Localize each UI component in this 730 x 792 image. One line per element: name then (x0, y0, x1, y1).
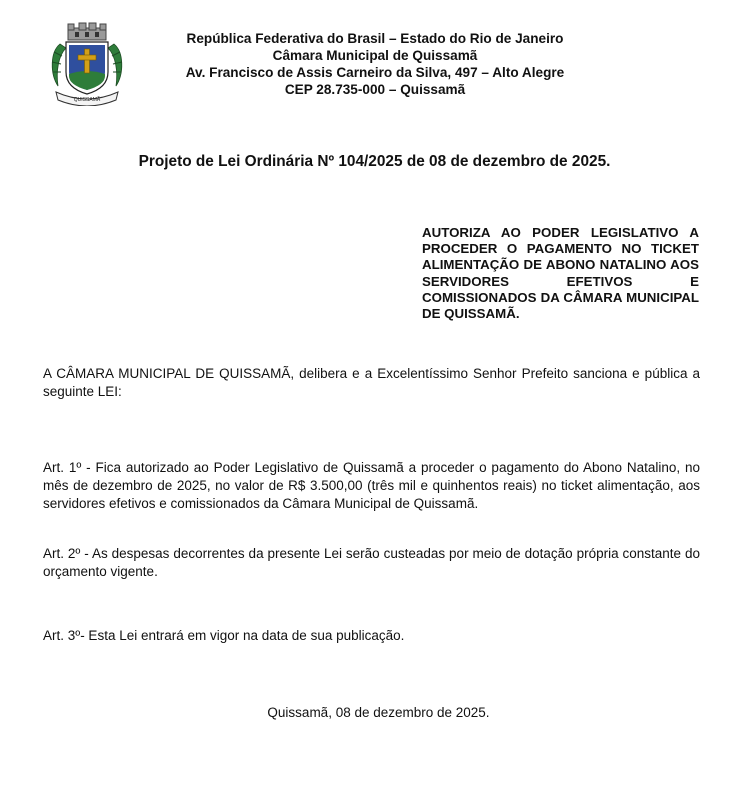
document-title: Projeto de Lei Ordinária Nº 104/2025 de 08 de dezembro de 2025. (138, 153, 611, 170)
letterhead-line-cep: CEP 28.735-000 – Quissamã (284, 82, 466, 97)
enacting-clause: A CÂMARA MUNICIPAL DE QUISSAMÃ, delibera e a Excelentíssimo Senhor Prefeito sanciona e pública a seguinte LEI: (43, 366, 700, 400)
article-3: Art. 3º- Esta Lei entrará em vigor na data de sua publicação. (43, 628, 405, 643)
letterhead-line-republic: República Federativa do Brasil – Estado do Rio de Janeiro (186, 31, 564, 46)
bill-summary: AUTORIZA AO PODER LEGISLATIVO A PROCEDER O PAGAMENTO NO TICKET ALIMENTAÇÃO DE ABONO NATALINO AOS SERVIDORES EFETIVOS E COMISSIONADOS DA CÂMARA MUNICIPAL DE QUISSAMÃ. (422, 225, 699, 322)
crest-icon (46, 22, 128, 106)
article-1: Art. 1º - Fica autorizado ao Poder Legislativo de Quissamã a proceder o pagamento do Abono Natalino, no mês de dezembro de 2025, no valor de R$ 3.500,00 (três mil e quinhentos reais) no ticket alimentação, aos servidores efetivos e comissionados da Câmara Municipal de Quissamã. (43, 460, 700, 512)
crest-ribbon-text: QUISSAMÃ (73, 97, 101, 103)
place-and-date: Quissamã, 08 de dezembro de 2025. (267, 705, 490, 720)
letterhead-line-chamber: Câmara Municipal de Quissamã (272, 48, 478, 63)
article-2: Art. 2º - As despesas decorrentes da presente Lei serão custeadas por meio de dotação própria constante do orçamento vigente. (43, 546, 700, 580)
letterhead (140, 30, 610, 98)
municipal-crest (46, 22, 128, 106)
letterhead-line-address: Av. Francisco de Assis Carneiro da Silva, 497 – Alto Alegre (185, 65, 565, 80)
